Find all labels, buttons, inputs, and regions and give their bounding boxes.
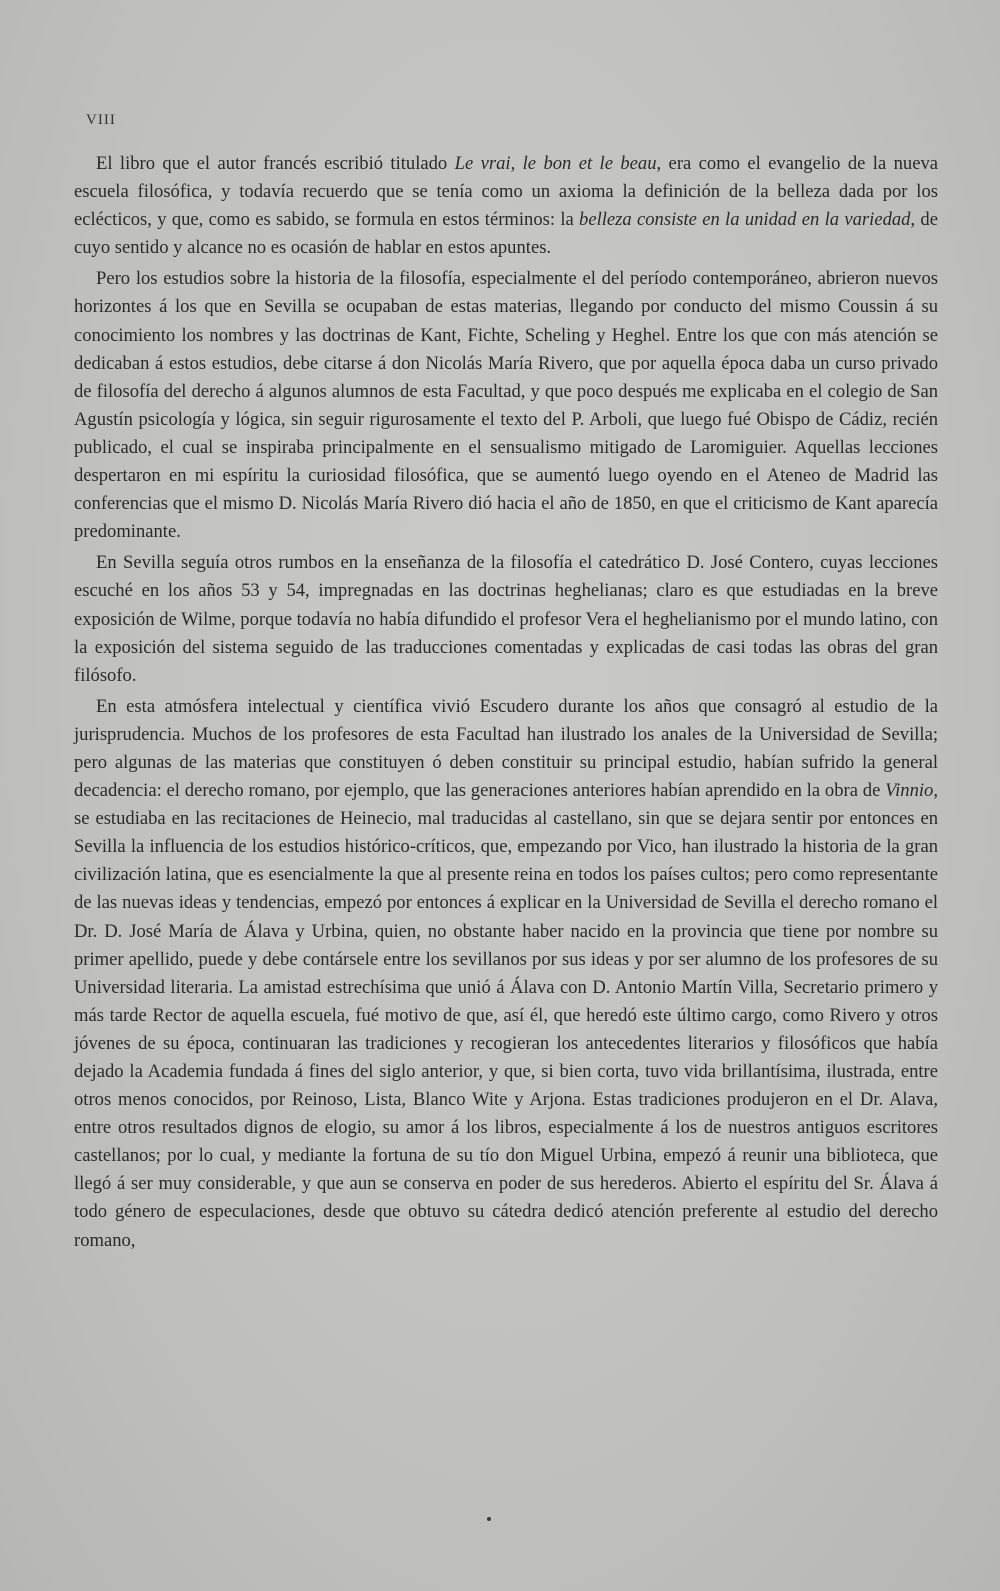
page-number: VIII [86, 112, 116, 128]
text-segment: , de cuyo sentido y alcance no es ocasión de hablar en estos apuntes. [74, 209, 938, 259]
text-segment: En Sevilla seguía otros rumbos en la enseñanza de la filosofía el catedrático D. José Contero, cuyas lecciones escuché en los años 53 y 54, impregnadas en las doctrinas heghelianas; claro es que estudiadas en la breve exposición de Wilme, porque todavía no había difundido el profesor Vera el heghelianismo por el mundo latino, con la exposición del sistema seguido de las traducciones comentadas y explicadas de casi todas las obras del gran filósofo. [74, 552, 938, 686]
italic-definition: belleza consiste en la unidad en la variedad [579, 209, 911, 231]
text-segment: En esta atmósfera intelectual y científica vivió Escudero durante los años que consagró al estudio de la jurisprudencia. Muchos de los profesores de esta Facultad han ilustrado los anales de la Universidad de Sevilla; pero algunas de las materias que constituyen ó deben constituir su principal estudio, habían sufrido la general decadencia: el derecho romano, por ejemplo, que las generaciones anteriores habían aprendido en la obra de [74, 695, 938, 802]
body-text [74, 150, 938, 1258]
print-speck [487, 1517, 491, 1521]
text-segment: , era como el evangelio de la nueva escuela filosófica, y todavía recuerdo que se tenía como un axioma la definición de la belleza dada por los eclécticos, y que, como es sabido, se formula en estos términos: la [74, 153, 939, 231]
text-segment: El libro que el autor francés escribió titulado [96, 153, 455, 174]
paragraph-3 [74, 549, 938, 689]
paragraph-1 [74, 150, 938, 262]
paragraph-4 [74, 693, 938, 1255]
italic-author: Vinnio [885, 780, 934, 802]
text-segment: , se estudiaba en las recitaciones de Heinecio, mal traducidas al castellano, sin que se dejara sentir por entonces en Sevilla la influencia de los estudios histórico-críticos, que, empezando por Vico, han ilustrado la historia de la gran civilización latina, que es esencialmente la que al presente reina en todos los países cultos; pero como representante de las nuevas ideas y tendencias, empezó por entonces á explicar en la Universidad de Sevilla el derecho romano el Dr. D. José María de Álava y Urbina, quien, no obstante haber nacido en la provincia que tiene por nombre su primer apellido, puede y debe contársele entre los sevillanos por sus ideas y por ser alumno de los profesores de su Universidad literaria. La amistad estrechísima que unió á Álava con D. Antonio Martín Villa, Secretario primero y más tarde Rector de aquella escuela, fué motivo de que, así él, que heredó este último cargo, como Rivero y otros jóvenes de su época, continuaran las tradiciones y recogieran los antecedentes literarios y filosóficos que había dejado la Academia fundada á fines del siglo anterior, y que, si bien corta, tuvo vida brillantísima, ilustrada, entre otros menos conocidos, por Reinoso, Lista, Blanco Wite y Arjona. Estas tradiciones produjeron en el Dr. Alava, entre otros resultados dignos de elogio, su amor á los libros, especialmente á los de nuestros antiguos escritores castellanos; por lo cual, y mediante la fortuna de su tío don Miguel Urbina, empezó á reunir una biblioteca, que llegó á ser muy considerable, y que aun se conserva en poder de sus herederos. Abierto el espíritu del Sr. Álava á todo género de especulaciones, desde que obtuvo su cátedra dedicó atención preferente al estudio del derecho romano, [74, 780, 938, 1251]
text-segment: Pero los estudios sobre la historia de la filosofía, especialmente el del período contemporáneo, abrieron nuevos horizontes á los que en Sevilla se ocupaban de estas materias, llegando por conducto del mismo Coussin á su conocimiento los nombres y las doctrinas de Kant, Fichte, Scheling y Heghel. Entre los que con más atención se dedicaban á estos estudios, debe citarse á don Nicolás María Rivero, que por aquella época daba un curso privado de filosofía del derecho á algunos alumnos de esta Facultad, y que poco después me explicaba en el colegio de San Agustín psicología y lógica, sin seguir rigurosamente el texto del P. Arboli, que luego fué Obispo de Cádiz, recién publicado, el cual se inspiraba principalmente en el sensualismo mitigado de Laromiguier. Aquellas lecciones despertaron en mi espíritu la curiosidad filosófica, que se aumentó luego oyendo en el Ateneo de Madrid las conferencias que el mismo D. Nicolás María Rivero dió hacia el año de 1850, en que el criticismo de Kant aparecía predominante. [74, 268, 938, 543]
paragraph-2 [74, 265, 938, 546]
italic-title: Le vrai, le bon et le beau [454, 153, 657, 174]
